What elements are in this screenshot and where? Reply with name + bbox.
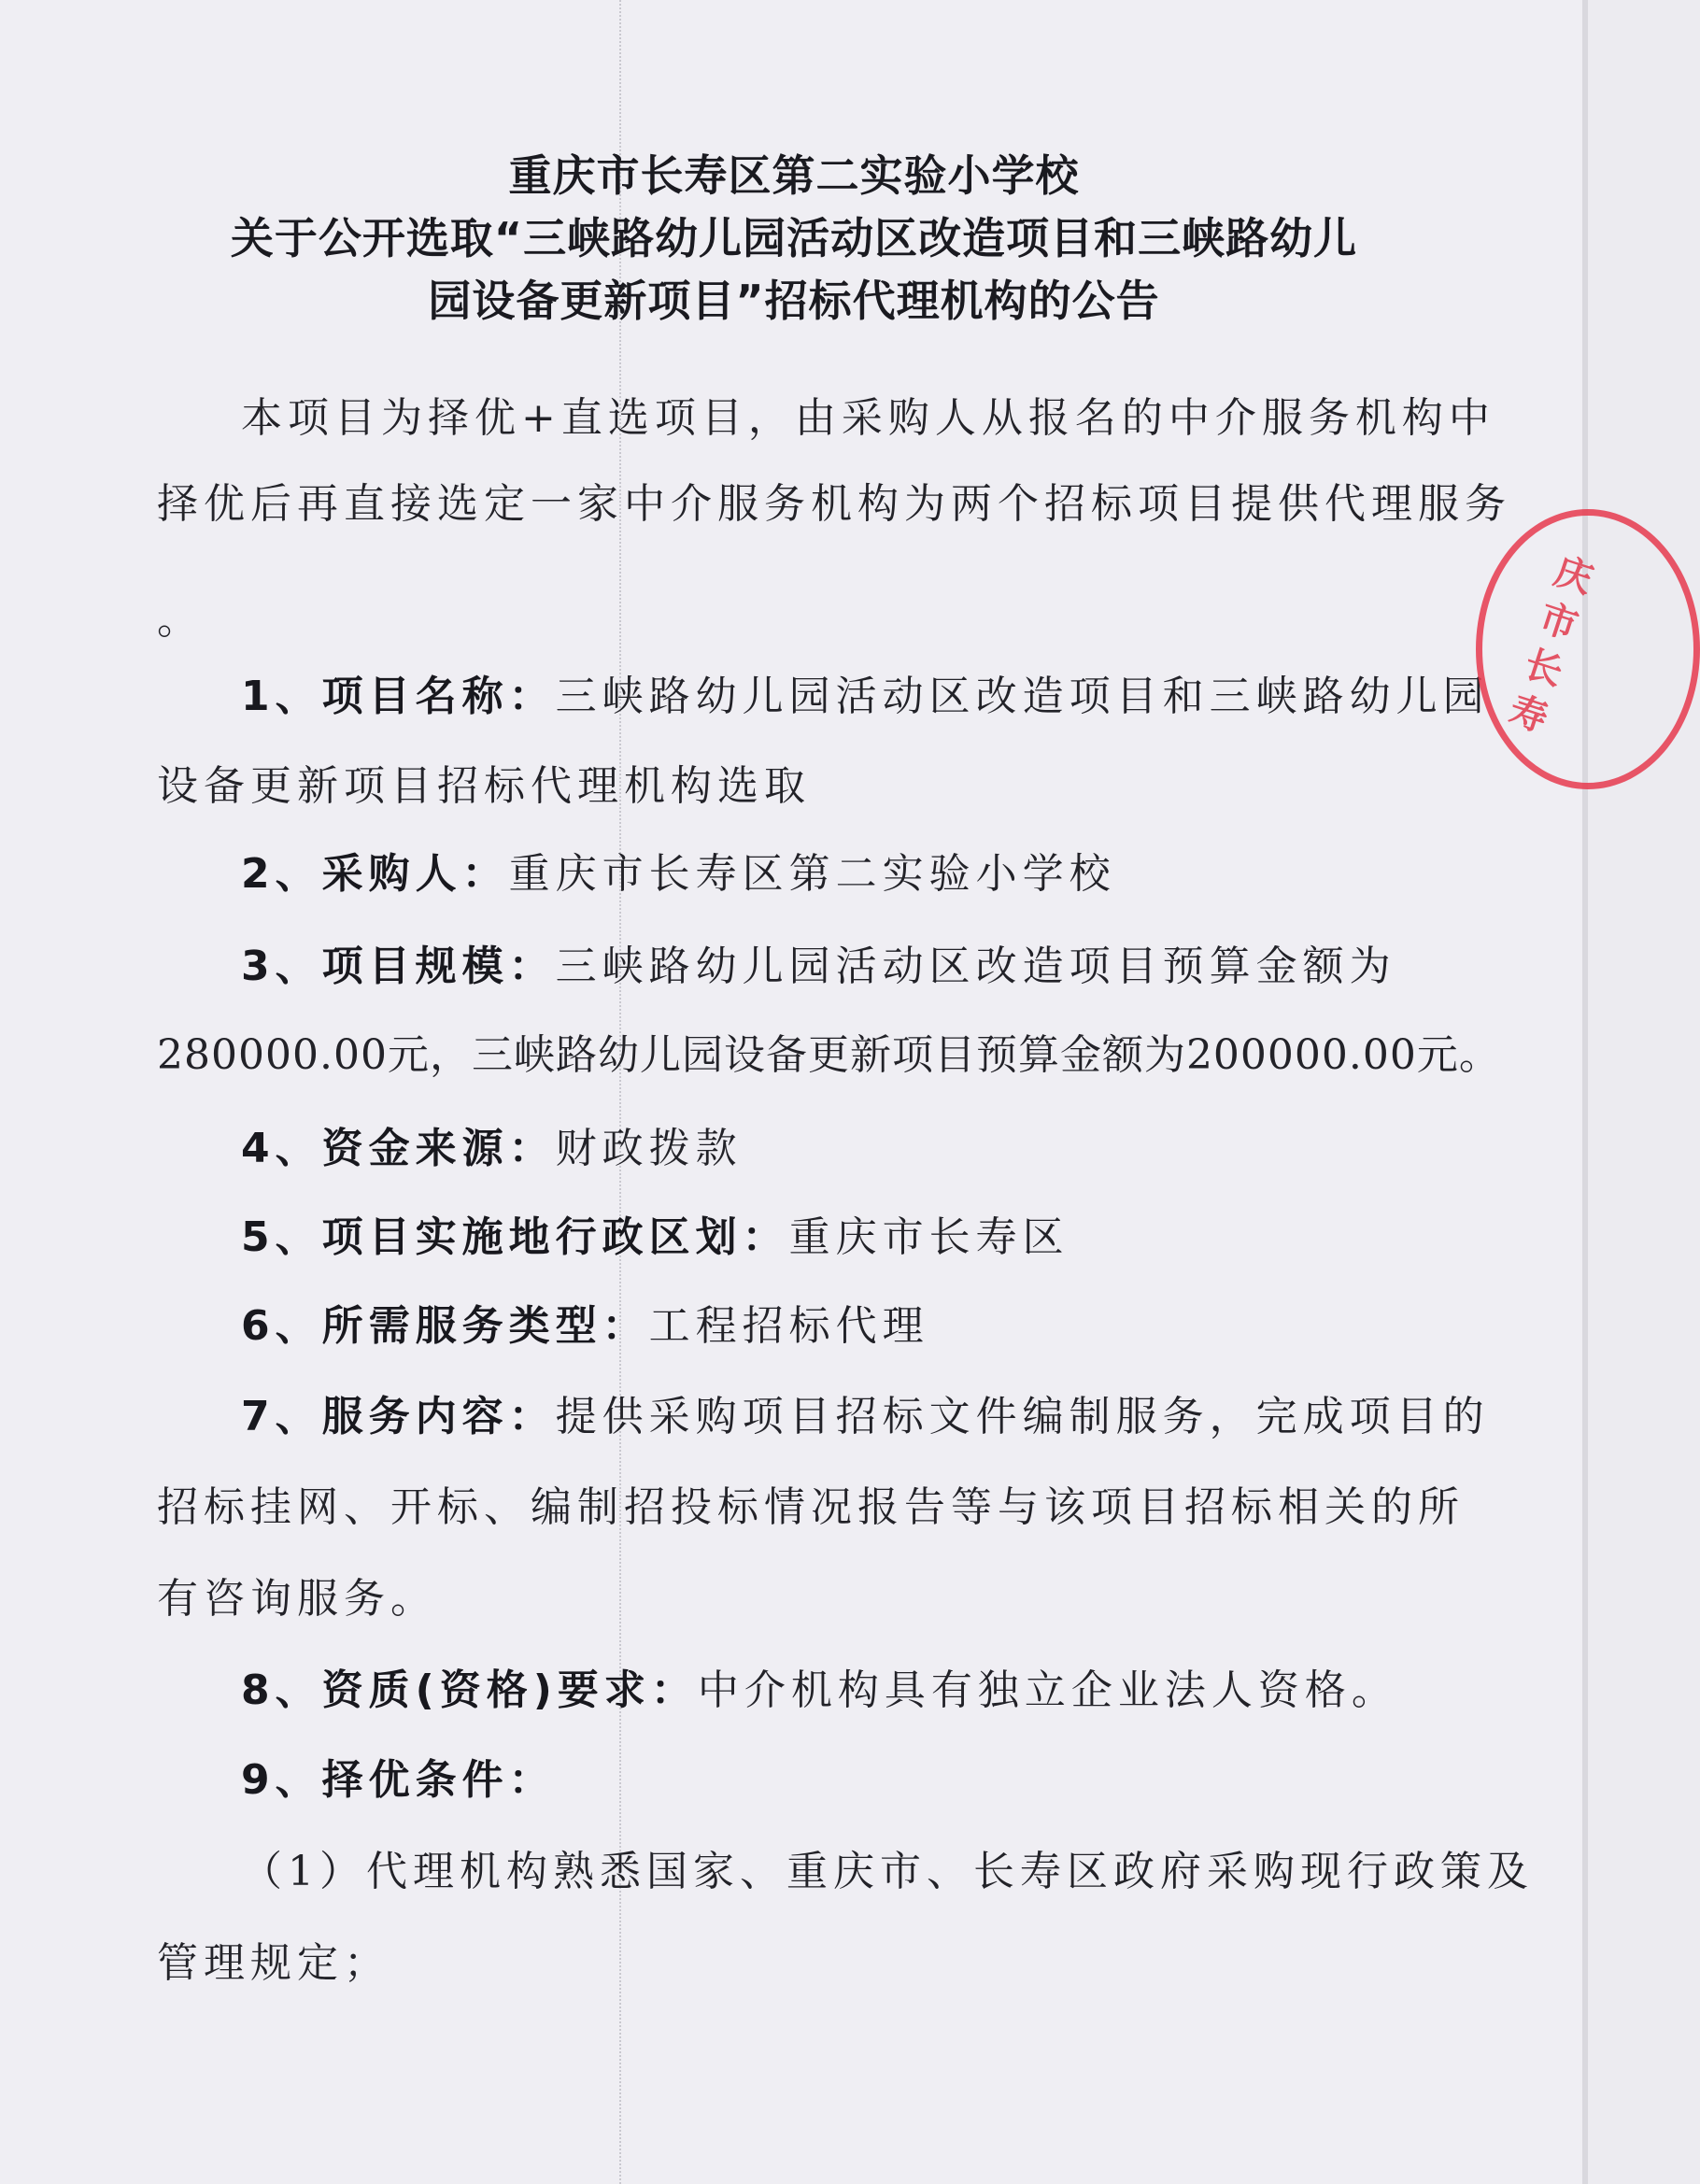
item-5 <box>241 1210 1070 1266</box>
item-7-line-2: 招标挂网、开标、编制招投标情况报告等与该项目招标相关的所 <box>157 1483 1465 1531</box>
item-6-text: 工程招标代理 <box>648 1302 929 1350</box>
item-6-label: 6、所需服务类型： <box>241 1302 649 1350</box>
title-line-3: 园设备更新项目”招标代理机构的公告 <box>428 276 1160 326</box>
item-3-line-2: 280000.00元，三峡路幼儿园设备更新项目预算金额为200000.00元。 <box>157 1031 1501 1079</box>
item-4 <box>241 1121 743 1177</box>
item-1 <box>241 669 1490 725</box>
intro-line-3: 。 <box>157 596 204 644</box>
item-3 <box>241 939 1396 995</box>
item-5-text: 重庆市长寿区 <box>788 1213 1070 1261</box>
item-7-text: 提供采购项目招标文件编制服务，完成项目的 <box>555 1393 1490 1440</box>
seal-text: 庆市长寿 <box>1504 549 1598 742</box>
item-7-label: 7、服务内容： <box>241 1393 556 1440</box>
item-4-text: 财政拨款 <box>555 1125 743 1172</box>
item-3-text: 三峡路幼儿园活动区改造项目预算金额为 <box>555 943 1396 990</box>
item-1-line-2: 设备更新项目招标代理机构选取 <box>157 762 811 810</box>
criterion-1-line-2: 管理规定； <box>157 1939 390 1987</box>
item-9-label: 9、择优条件： <box>241 1756 556 1804</box>
item-4-label: 4、资金来源： <box>241 1125 556 1172</box>
intro-line-1: 本项目为择优+直选项目，由采购人从报名的中介服务机构中 <box>241 394 1495 442</box>
item-2-text: 重庆市长寿区第二实验小学校 <box>508 850 1116 898</box>
title-line-2: 关于公开选取“三峡路幼儿园活动区改造项目和三峡路幼儿 <box>230 213 1358 263</box>
item-3-label: 3、项目规模： <box>241 943 556 990</box>
criterion-1: （1）代理机构熟悉国家、重庆市、长寿区政府采购现行政策及 <box>241 1848 1534 1895</box>
item-2 <box>241 846 1116 902</box>
item-8-label: 8、资质(资格)要求： <box>241 1666 698 1714</box>
item-5-label: 5、项目实施地行政区划： <box>241 1213 789 1261</box>
intro-line-2: 择优后再直接选定一家中介服务机构为两个招标项目提供代理服务 <box>157 480 1511 528</box>
item-9 <box>241 1752 556 1808</box>
item-6 <box>241 1298 929 1354</box>
item-1-label: 1、项目名称： <box>241 673 556 720</box>
title-line-1: 重庆市长寿区第二实验小学校 <box>508 150 1080 201</box>
item-7 <box>241 1389 1490 1445</box>
item-8 <box>241 1663 1398 1719</box>
item-7-line-3: 有咨询服务。 <box>157 1575 437 1623</box>
page-edge <box>1582 0 1588 2184</box>
item-1-text: 三峡路幼儿园活动区改造项目和三峡路幼儿园 <box>555 673 1490 720</box>
item-8-text: 中介机构具有独立企业法人资格。 <box>697 1666 1398 1714</box>
item-2-label: 2、采购人： <box>241 850 509 898</box>
